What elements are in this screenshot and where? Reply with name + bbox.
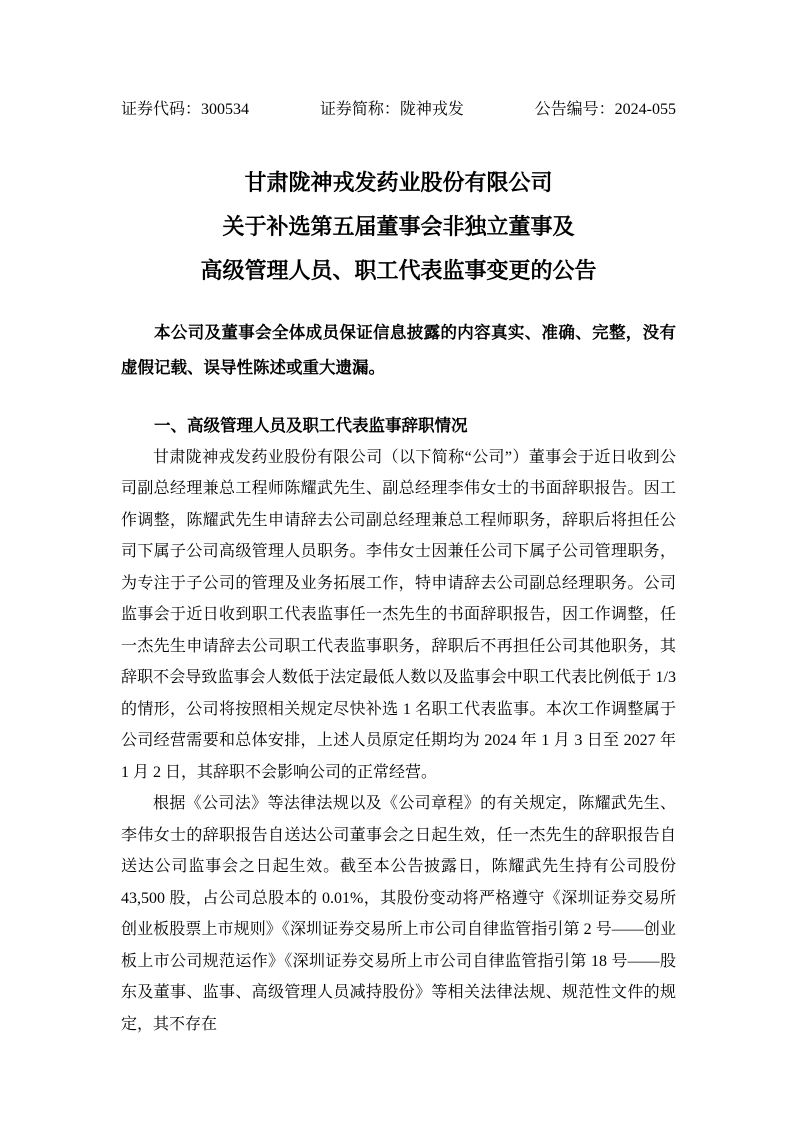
document-title-line-2: 关于补选第五届董事会非独立董事及 [222,214,575,239]
section-heading-resignations: 一、高级管理人员及职工代表监事辞职情况 [154,416,468,435]
document-title-line-1: 甘肃陇神戎发药业股份有限公司 [244,170,553,195]
doc-header [121,99,676,121]
stock-short-name: 证券简称：陇神戎发 [319,101,464,118]
body-paragraph-2: 根据《公司法》等法律法规以及《公司章程》的有关规定，陈耀武先生、李伟女士的辞职报告自送达公司董事会之日起生效，任一杰先生的辞职报告自送达公司监事会之日起生效。截至本公告披露日，陈耀武先生持有公司股份 43,500 股，占公司总股本的 0.01%，其股份变动将严格遵守《深圳证券交易所创业板股票上市规则》《深圳证券交易所上市公司自律监管指引第 2 号——创业板上市公司规范运作》《深圳证券交易所上市公司自律监管指引第 18 号——股东及董事、监事、高级管理人员减持股份》等相关法律法规、规范性文件的规定，其不存在 [121,795,676,1033]
announcement-number: 公告编号：2024-055 [534,101,676,118]
disclaimer-statement: 本公司及董事会全体成员保证信息披露的内容真实、准确、完整，没有虚假记载、误导性陈述或重大遗漏。 [121,323,676,377]
document-title [121,161,676,293]
document-title-line-3: 高级管理人员、职工代表监事变更的公告 [200,258,597,283]
stock-code: 证券代码：300534 [121,101,250,118]
body-paragraph-1: 甘肃陇神戎发药业股份有限公司（以下简称“公司”）董事会于近日收到公司副总经理兼总工程师陈耀武先生、副总经理李伟女士的书面辞职报告。因工作调整，陈耀武先生申请辞去公司副总经理兼总工程师职务，辞职后将担任公司下属子公司高级管理人员职务。李伟女士因兼任公司下属子公司管理职务，为专注于子公司的管理及业务拓展工作，特申请辞去公司副总经理职务。公司监事会于近日收到职工代表监事任一杰先生的书面辞职报告，因工作调整，任一杰先生申请辞去公司职工代表监事职务，辞职后不再担任公司其他职务，其辞职不会导致监事会人数低于法定最低人数以及监事会中职工代表比例低于 1/3 的情形，公司将按照相关规定尽快补选 1 名职工代表监事。本次工作调整属于公司经营需要和总体安排，上述人员原定任期均为 2024 年 1 月 3 日至 2027 年 1 月 2 日，其辞职不会影响公司的正常经营。 [121,448,676,781]
